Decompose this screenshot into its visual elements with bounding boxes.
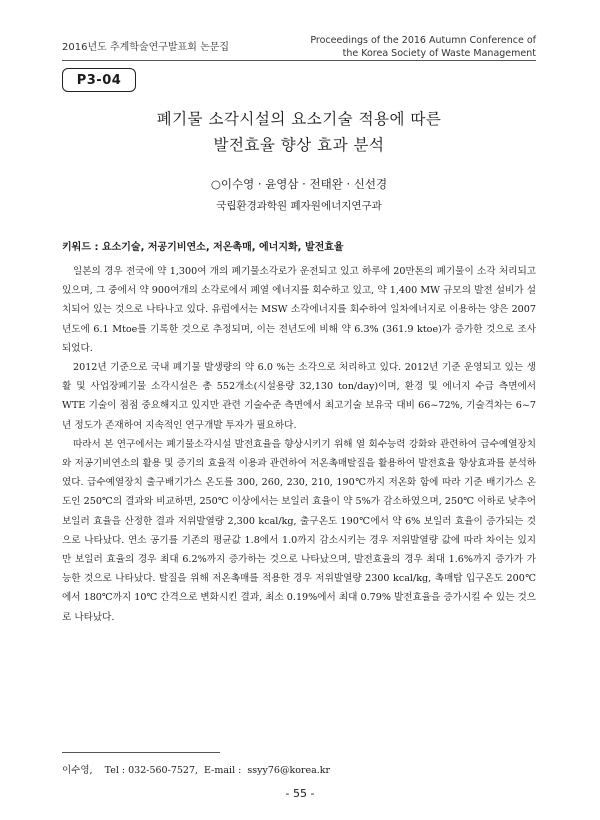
footnote-divider bbox=[62, 752, 220, 753]
running-header-right bbox=[310, 34, 536, 60]
header-divider bbox=[62, 60, 536, 61]
body-paragraph-1: 일본의 경우 전국에 약 1,300여 개의 폐기물소각로가 운전되고 있고 하루에 20만톤의 폐기물이 소각 처리되고 있으며, 그 중에서 약 900여개의 소각로에서 폐열 에너지를 회수하고 있고, 약 1,400 MW 규모의 발전 설비가 설치되어 있는 것으로 나타나고 있다. 유럽에서는 MSW 소각에너지를 회수하여 일차에너지로 이용하는 양은 2007년도에 6.1 Mtoe를 기록한 것으로 추정되며, 이는 전년도에 비해 약 6.3% (361.9 ktoe)가 증가한 것으로 조사되었다. bbox=[62, 266, 536, 354]
paper-affiliation: 국립환경과학원 폐자원에너지연구과 bbox=[216, 200, 382, 212]
paper-body bbox=[62, 262, 536, 627]
page-number: - 55 - bbox=[285, 787, 315, 800]
footnote-contact: 이수영, Tel : 032-560-7527, E-mail : ssyy76@korea.kr bbox=[62, 765, 331, 776]
body-paragraph-2: 2012년 기준으로 국내 폐기물 발생량의 약 6.0 %는 소각으로 처리하고 있다. 2012년 기준 운영되고 있는 생활 및 사업장폐기물 소각시설은 총 552개소(시설용량 32,130 ton/day)이며, 환경 및 에너지 수급 측면에서 WTE 기술이 점점 중요해지고 있지만 관련 기술수준 측면에서 최고기술 보유국 대비 66~72%, 기술격차는 6~7년 정도가 존재하여 지속적인 연구개발 투자가 필요하다. bbox=[62, 362, 536, 431]
paper-code-badge: P3-04 bbox=[62, 68, 136, 92]
running-header-left: 2016년도 추계학술연구발표회 논문집 bbox=[62, 42, 230, 53]
body-paragraph-3: 따라서 본 연구에서는 폐기물소각시설 발전효율을 향상시키기 위해 열 회수능력 강화와 관련하여 급수예열장치와 저공기비연소의 활용 및 증기의 효율적 이용과 관련하여 저온촉매탈질을 활용하여 발전효율 향상효과를 분석하였다. 급수예열장치 출구배기가스 온도를 300, 260, 230, 210, 190℃까지 저온화 함에 따라 기준 배기가스 온도인 250℃의 결과와 비교하면, 250℃ 이상에서는 보일러 효율이 약 5%가 감소하였으며, 250℃ 이하로 낮추어 보일러 효율을 산정한 결과 저위발열량 2,300 kcal/kg, 출구온도 190℃에서 약 6% 보일러 효율이 증가되는 것으로 나타났다. 연소 공기를 기존의 평균값 1.8에서 1.0까지 감소시키는 경우 저위발열량 값에 따라 차이는 있지만 보일러 효율의 경우 최대 6.2%까지 증가하는 것으로 나타났으며, 발전효율의 경우 최대 1.6%까지 증가가 가능한 것으로 나타났다. 탈질을 위해 저온촉매를 적용한 경우 저위발열량 2300 kcal/kg, 촉매탑 입구온도 200℃에서 180℃까지 10℃ 간격으로 변화시킨 결과, 최소 0.19%에서 최대 0.79% 발전효율을 증가시킬 수 있는 것으로 나타났다. bbox=[62, 438, 536, 623]
paper-title-line1: 폐기물 소각시설의 요소기술 적용에 따른 bbox=[156, 110, 442, 128]
paper-authors: ○이수영 · 윤영삼 · 전태완 · 신선경 bbox=[210, 177, 388, 191]
paper-title-line2: 발전효율 향상 효과 분석 bbox=[213, 136, 385, 154]
paper-keywords: 키워드 : 요소기술, 저공기비연소, 저온촉매, 에너지화, 발전효율 bbox=[62, 242, 344, 253]
paper-title bbox=[62, 106, 536, 158]
running-header-right-line2: the Korea Society of Waste Management bbox=[342, 48, 536, 59]
running-header-right-line1: Proceedings of the 2016 Autumn Conference of bbox=[310, 35, 536, 46]
